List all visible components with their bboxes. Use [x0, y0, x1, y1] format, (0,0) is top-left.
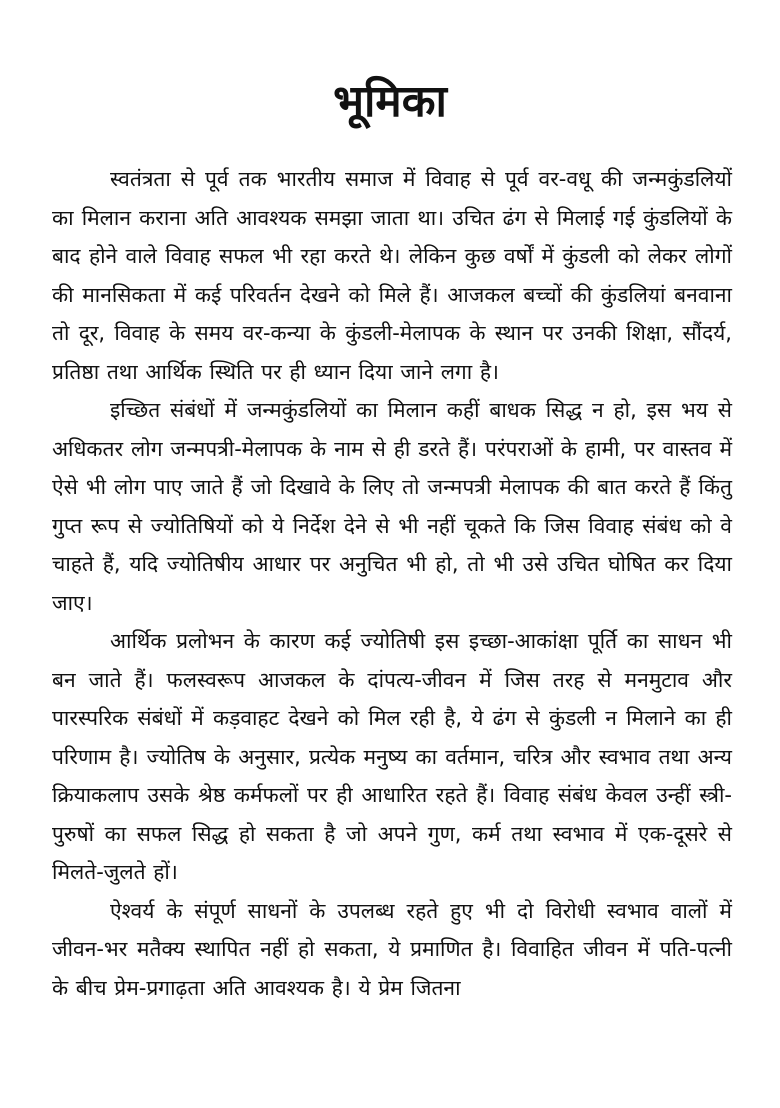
- paragraph-1: स्वतंत्रता से पूर्व तक भारतीय समाज में विवाह से पूर्व वर-वधू की जन्मकुंडलियों का मिलान कराना अति आवश्यक समझा जाता था। उचित ढंग से मिलाई गई कुंडलियों के बाद होने वाले विवाह सफल भी रहा करते थे। लेकिन कुछ वर्षों में कुंडली को लेकर लोगों की मानसिकता में कई परिवर्तन देखने को मिले हैं। आजकल बच्चों की कुंडलियां बनवाना तो दूर, विवाह के समय वर-कन्या के कुंडली-मेलापक के स्थान पर उनकी शिक्षा, सौंदर्य, प्रतिष्ठा तथा आर्थिक स्थिति पर ही ध्यान दिया जाने लगा है।: [52, 167, 732, 384]
- page-title: भूमिका: [333, 76, 447, 127]
- paragraph-4: ऐश्वर्य के संपूर्ण साधनों के उपलब्ध रहते हुए भी दो विरोधी स्वभाव वालों में जीवन-भर मतैक्य स्थापित नहीं हो सकता, ये प्रमाणित है। विवाहित जीवन में पति-पत्नी के बीच प्रेम-प्रगाढ़ता अति आवश्यक है। ये प्रेम जितना: [52, 898, 732, 1000]
- paragraph-2: इच्छित संबंधों में जन्मकुंडलियों का मिलान कहीं बाधक सिद्ध न हो, इस भय से अधिकतर लोग जन्मपत्री-मेलापक के नाम से ही डरते हैं। परंपराओं के हामी, पर वास्तव में ऐसे भी लोग पाए जाते हैं जो दिखावे के लिए तो जन्मपत्री मेलापक की बात करते हैं किंतु गुप्त रूप से ज्योतिषियों को ये निर्देश देने से भी नहीं चूकते कि जिस विवाह संबंध को वे चाहते हैं, यदि ज्योतिषीय आधार पर अनुचित भी हो, तो भी उसे उचित घोषित कर दिया जाए।: [52, 398, 732, 615]
- body-text: [52, 160, 732, 1007]
- paragraph-3: आर्थिक प्रलोभन के कारण कई ज्योतिषी इस इच्छा-आकांक्षा पूर्ति का साधन भी बन जाते हैं। फलस्वरूप आजकल के दांपत्य-जीवन में जिस तरह से मनमुटाव और पारस्परिक संबंधों में कड़वाहट देखने को मिल रही है, ये ढंग से कुंडली न मिलाने का ही परिणाम है। ज्योतिष के अनुसार, प्रत्येक मनुष्य का वर्तमान, चरित्र और स्वभाव तथा अन्य क्रियाकलाप उसके श्रेष्ठ कर्मफलों पर ही आधारित रहते हैं। विवाह संबंध केवल उन्हीं स्त्री-पुरुषों का सफल सिद्ध हो सकता है जो अपने गुण, कर्म तथा स्वभाव में एक-दूसरे से मिलते-जुलते हों।: [52, 629, 732, 884]
